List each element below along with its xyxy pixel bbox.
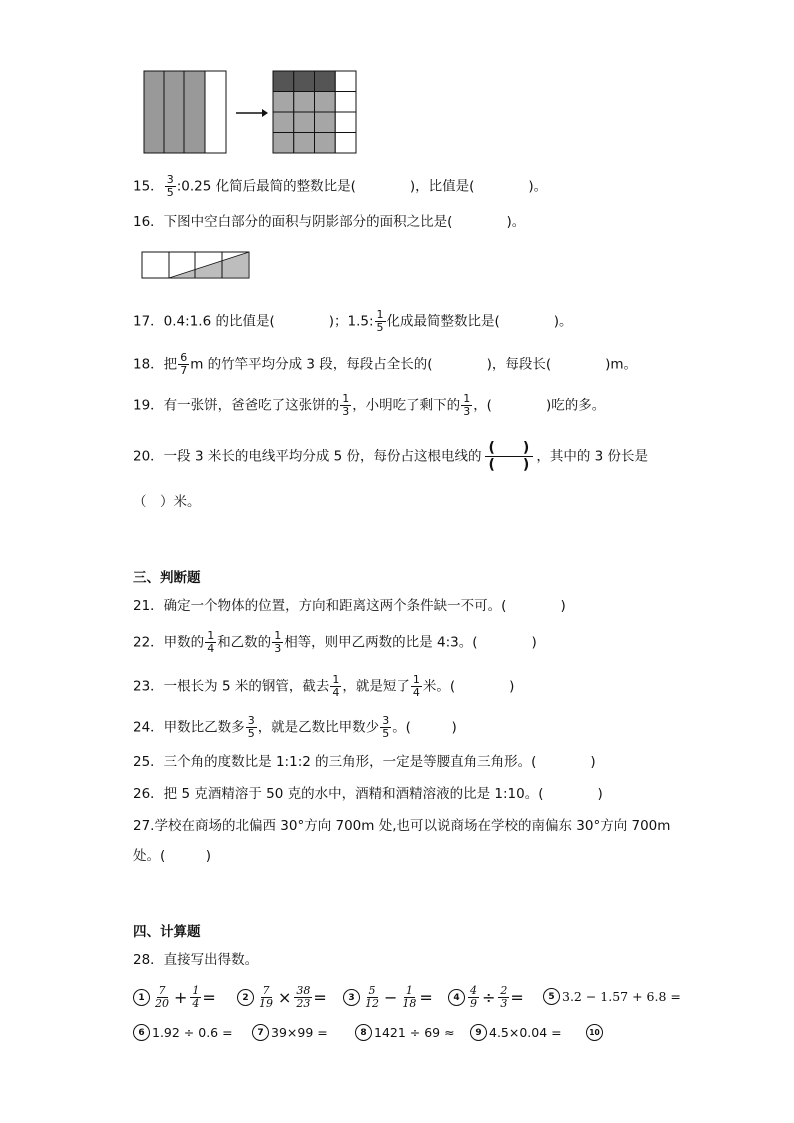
grid-cell: [315, 112, 336, 133]
grid-cell: [315, 133, 336, 154]
grid-cell: [273, 112, 294, 133]
striped-rectangle: [144, 71, 226, 153]
question-25: 25．三个角的度数比是 1:1:2 的三角形，一定是等腰直角三角形。( ): [133, 754, 596, 770]
circled-number-6: 6: [133, 1024, 150, 1041]
grid-cell: [273, 71, 294, 92]
grid-cell: [335, 92, 356, 113]
question-24: 24．甲数比乙数多 $\frac{3}{5}$ ，就是乙数比甲数少 $\frac{3}{5}$ 。( ): [133, 714, 457, 740]
question-15: 15． $\frac{3}{5}$ :0.25 化简后最简的整数比是( )，比值是( )。: [133, 173, 548, 199]
fraction-1-4-a: $\frac{1}{4}$: [332, 673, 340, 699]
grid-cell: [315, 92, 336, 113]
grid-cell: [273, 92, 294, 113]
circled-number-8: 8: [355, 1024, 372, 1041]
question-27-cont: 处。( ): [133, 848, 212, 864]
grid-cell: [335, 71, 356, 92]
fraction-1-3-b: $\frac{1}{3}$: [463, 392, 471, 418]
fraction-figure-top: [0, 0, 794, 160]
circled-number-9: 9: [470, 1024, 487, 1041]
grid-cell: [315, 71, 336, 92]
calc-item-9: 9 4.5×0.04 =: [470, 1024, 562, 1041]
calc-item-8: 8 1421 ÷ 69 ≈: [355, 1024, 455, 1041]
circled-number-10: 10: [586, 1024, 603, 1041]
circled-number-1: 1: [133, 989, 150, 1006]
fraction-3-5-b: $\frac{3}{5}$: [382, 714, 390, 740]
grid-cell: [294, 71, 315, 92]
question-26: 26．把 5 克酒精溶于 50 克的水中，酒精和酒精溶液的比是 1:10。( ): [133, 786, 603, 802]
calc-item-4: 4 $\frac{4}{9}$ ÷ $\frac{2}{3}$ =: [448, 985, 524, 1010]
calc-item-2: 2 $\frac{7}{19}$ × $\frac{38}{23}$ =: [237, 985, 327, 1010]
question-21: 21．确定一个物体的位置，方向和距离这两个条件缺一不可。( ): [133, 598, 566, 614]
fraction-6-7: $\frac{6}{7}$: [180, 351, 188, 377]
question-19: 19．有一张饼，爸爸吃了这张饼的 $\frac{1}{3}$ ，小明吃了剩下的 $\frac{1}{3}$ ，( )吃的多。: [133, 392, 606, 418]
grid-cell: [294, 133, 315, 154]
section-calc-title: 四、计算题: [133, 924, 201, 940]
grid-cell: [335, 133, 356, 154]
section-judgment-title: 三、判断题: [133, 570, 201, 586]
grid-cell: [294, 92, 315, 113]
area-ratio-figure: [138, 249, 258, 279]
calc-item-7: 7 39×99 =: [252, 1024, 328, 1041]
question-20-cont: （ ）米。: [133, 494, 201, 510]
fraction-3-5: $\frac{3}{5}$: [166, 173, 174, 199]
question-27: 27.学校在商场的北偏西 30°方向 700m 处,也可以说商场在学校的南偏东 30°方向 700m: [133, 818, 671, 834]
circled-number-4: 4: [448, 989, 465, 1006]
question-20: 20．一段 3 米长的电线平均分成 5 份，每份占这根电线的 $\frac{( )}{( )}$ ，其中的 3 份长是: [133, 440, 648, 473]
grid-rectangle: [273, 71, 356, 153]
fraction-1-4-b: $\frac{1}{4}$: [412, 673, 420, 699]
blank-fraction: $\frac{( )}{( )}$: [485, 440, 534, 473]
circled-number-5: 5: [543, 988, 560, 1005]
question-16: 16．下图中空白部分的面积与阴影部分的面积之比是( )。: [133, 214, 526, 230]
grid-cell: [294, 112, 315, 133]
fraction-3-5-a: $\frac{3}{5}$: [247, 714, 255, 740]
circled-number-7: 7: [252, 1024, 269, 1041]
question-22: 22．甲数的 $\frac{1}{4}$ 和乙数的 $\frac{1}{3}$ 相等，则甲乙两数的比是 4:3。( ): [133, 629, 537, 655]
calc-item-10: [586, 1024, 605, 1041]
arrow-right-icon: [236, 109, 268, 117]
calc-item-5: 5 3.2 − 1.57 + 6.8 =: [543, 988, 681, 1005]
calc-item-3: 3 $\frac{5}{12}$ − $\frac{1}{18}$ =: [343, 985, 433, 1010]
question-28: 28．直接写出得数。: [133, 952, 259, 968]
circled-number-3: 3: [343, 989, 360, 1006]
question-23: 23．一根长为 5 米的钢管，截去 $\frac{1}{4}$ ，就是短了 $\frac{1}{4}$ 米。( ): [133, 673, 515, 699]
fraction-1-4: $\frac{1}{4}$: [207, 629, 215, 655]
grid-cell: [273, 133, 294, 154]
fraction-1-3: $\frac{1}{3}$: [274, 629, 282, 655]
calc-item-6: 6 1.92 ÷ 0.6 =: [133, 1024, 233, 1041]
grid-cell: [335, 112, 356, 133]
question-17: 17．0.4:1.6 的比值是( )；1.5: $\frac{1}{5}$ 化成最简整数比是( )。: [133, 308, 573, 334]
circled-number-2: 2: [237, 989, 254, 1006]
fraction-1-5: $\frac{1}{5}$: [376, 308, 384, 334]
fraction-1-3-a: $\frac{1}{3}$: [342, 392, 350, 418]
calc-item-1: 1 $\frac{7}{20}$ + $\frac{1}{4}$ =: [133, 985, 216, 1010]
question-18: 18．把 $\frac{6}{7}$ m 的竹竿平均分成 3 段，每段占全长的( )，每段长( )m。: [133, 351, 638, 377]
